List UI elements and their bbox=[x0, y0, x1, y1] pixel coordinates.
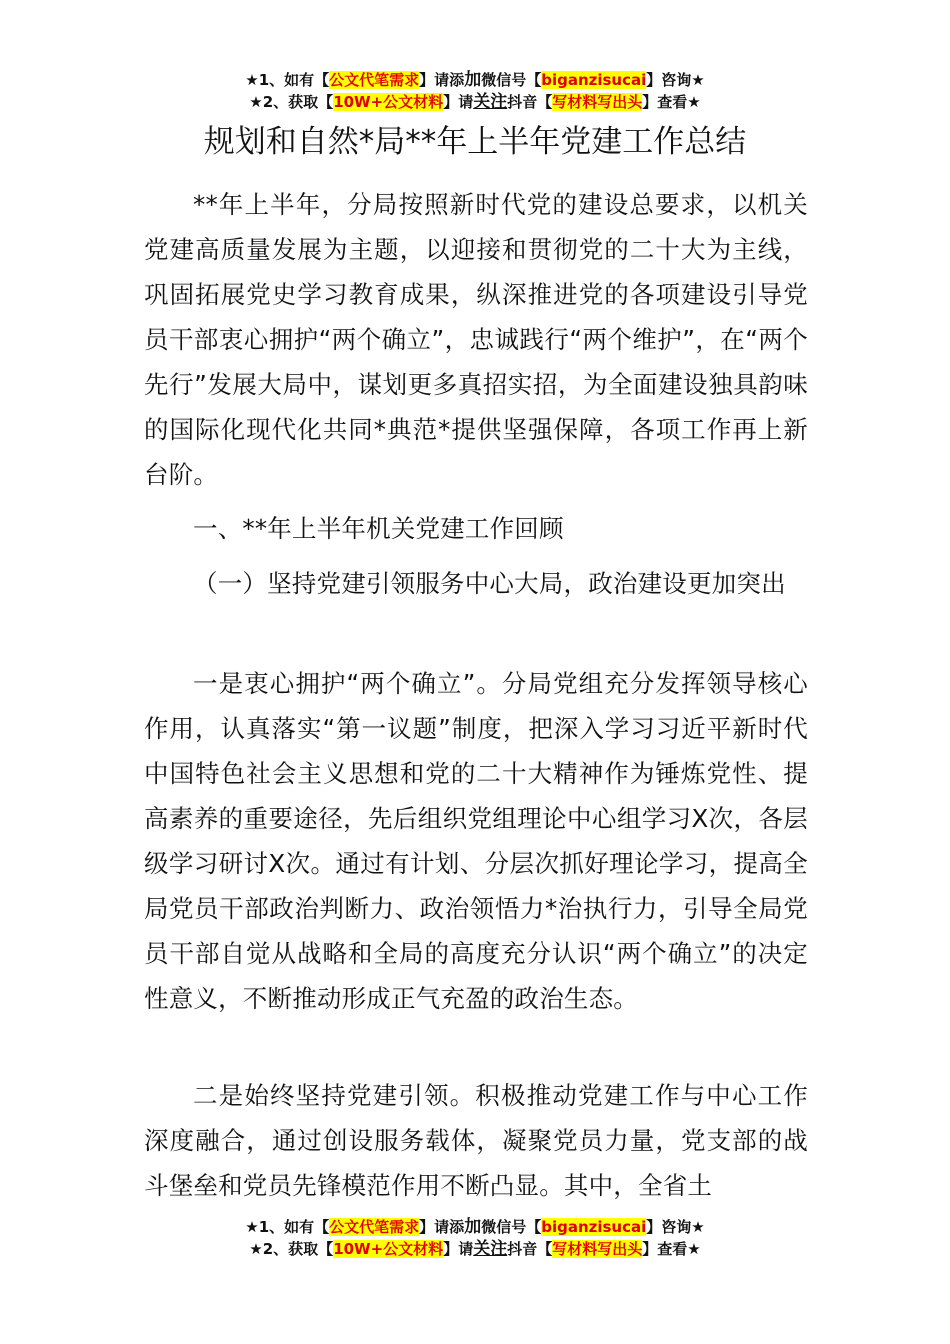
banner-text: ★1、如有【 bbox=[245, 1218, 330, 1236]
highlight-service: 公文代笔需求 bbox=[329, 1218, 420, 1236]
subsection-heading bbox=[144, 561, 808, 606]
promo-banner-top bbox=[0, 69, 950, 113]
highlight-wechat-id: biganzisucai bbox=[541, 71, 647, 89]
banner-text: 】请 bbox=[443, 1240, 474, 1258]
banner-text: 微信号【 bbox=[481, 1218, 542, 1236]
banner-line-2 bbox=[0, 1238, 950, 1260]
banner-text: 】咨询★ bbox=[646, 1218, 705, 1236]
banner-text: 加 bbox=[464, 70, 482, 90]
banner-text: 】查看★ bbox=[642, 93, 701, 111]
highlight-wechat-id: biganzisucai bbox=[541, 1218, 647, 1236]
highlight-materials: 10W+公文材料 bbox=[333, 93, 444, 111]
banner-text: 】咨询★ bbox=[646, 71, 705, 89]
highlight-materials: 10W+公文材料 bbox=[333, 1240, 444, 1258]
highlight-service: 公文代笔需求 bbox=[329, 71, 420, 89]
banner-text: 】请添 bbox=[419, 71, 465, 89]
banner-text: 】请 bbox=[443, 93, 474, 111]
heading-text: 一、**年上半年机关党建工作回顾 bbox=[193, 514, 564, 543]
banner-text: 关注 bbox=[473, 1239, 508, 1259]
body-paragraph-3 bbox=[144, 1073, 808, 1208]
section-heading bbox=[144, 506, 808, 551]
banner-line-2 bbox=[0, 91, 950, 113]
banner-line-1 bbox=[0, 1216, 950, 1238]
highlight-douyin: 写材料写出头 bbox=[552, 93, 643, 111]
paragraph-text: 一是衷心拥护“两个确立”。分局党组充分发挥领导核心作用，认真落实“第一议题”制度，把深入学习习近平新时代中国特色社会主义思想和党的二十大精神作为锤炼党性、提高素养的重要途径，先后组织党组理论中心组学习X次，各层级学习研讨X次。通过有计划、分层次抓好理论学习，提高全局党员干部政治判断力、政治领悟力*治执行力，引导全局党员干部自觉从战略和全局的高度充分认识“两个确立”的决定性意义，不断推动形成正气充盈的政治生态。 bbox=[144, 669, 808, 1013]
promo-banner-bottom bbox=[0, 1216, 950, 1260]
paragraph-text: **年上半年，分局按照新时代党的建设总要求，以机关党建高质量发展为主题，以迎接和贯彻党的二十大为主线，巩固拓展党史学习教育成果，纵深推进党的各项建设引导党员干部衷心拥护“两个确立”，忠诚践行“两个维护”，在“两个先行”发展大局中，谋划更多真招实招，为全面建设独具韵味的国际化现代化共同*典范*提供坚强保障，各项工作再上新台阶。 bbox=[144, 190, 808, 489]
banner-text: 微信号【 bbox=[481, 71, 542, 89]
paragraph-text: 二是始终坚持党建引领。积极推动党建工作与中心工作深度融合，通过创设服务载体，凝聚党员力量，党支部的战斗堡垒和党员先锋模范作用不断凸显。其中，全省土 bbox=[144, 1081, 808, 1200]
banner-text: 】请添 bbox=[419, 1218, 465, 1236]
banner-text: 加 bbox=[464, 1217, 482, 1237]
banner-text: 】查看★ bbox=[642, 1240, 701, 1258]
body-paragraph-2 bbox=[144, 661, 808, 1021]
banner-text: 抖音【 bbox=[507, 93, 553, 111]
body-paragraph-1 bbox=[144, 182, 808, 497]
banner-text: ★2、获取【 bbox=[249, 93, 334, 111]
highlight-douyin: 写材料写出头 bbox=[552, 1240, 643, 1258]
banner-text: ★1、如有【 bbox=[245, 71, 330, 89]
banner-text: 抖音【 bbox=[507, 1240, 553, 1258]
heading-text: （一）坚持党建引领服务中心大局，政治建设更加突出 bbox=[193, 569, 786, 598]
banner-line-1 bbox=[0, 69, 950, 91]
banner-text: 关注 bbox=[473, 92, 508, 112]
banner-text: ★2、获取【 bbox=[249, 1240, 334, 1258]
document-title: 规划和自然*局**年上半年党建工作总结 bbox=[203, 124, 747, 160]
